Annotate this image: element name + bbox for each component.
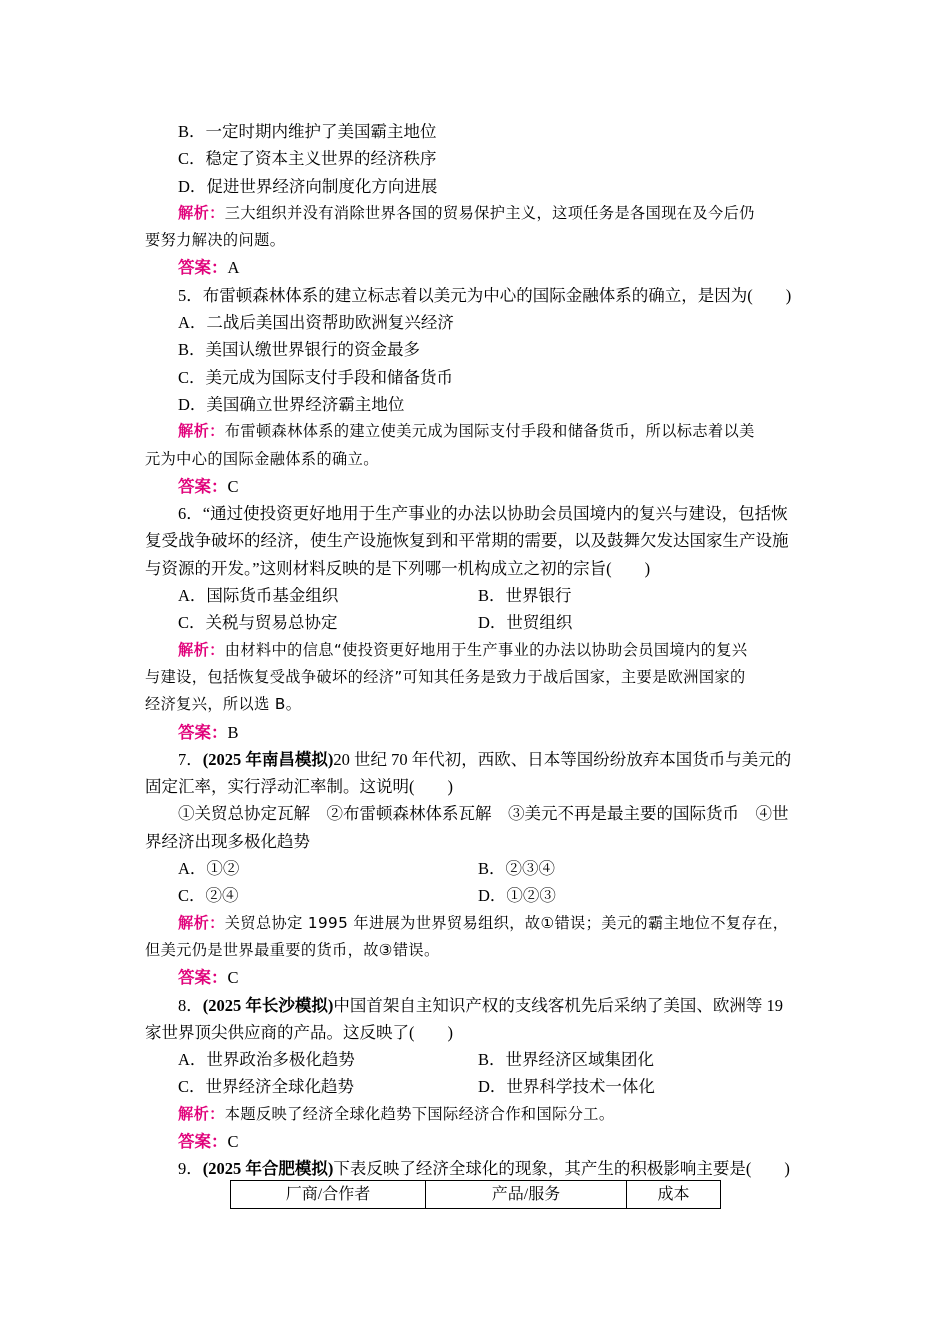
question-number: 8．	[178, 995, 203, 1015]
table-header-cell: 厂商/合作者	[231, 1181, 426, 1209]
q8-stem	[145, 992, 815, 1019]
q6-option-d: D．世贸组织	[478, 613, 573, 633]
explanation-text: 由材料中的信息“使投资更好地用于生产事业的办法以协助会员国境内的复兴	[224, 640, 748, 659]
q6-option-a: A．国际货币基金组织	[178, 586, 339, 606]
q7-option-a: A．①②	[178, 859, 240, 879]
answer-value: C	[227, 1131, 239, 1151]
question-text: 中国首架自主知识产权的支线客机先后采纳了美国、欧洲等 19	[333, 995, 783, 1015]
q7-options-row	[145, 855, 815, 882]
q7-option-d: D．①②③	[478, 886, 556, 906]
q5-answer	[145, 473, 815, 500]
q8-options-row	[145, 1046, 815, 1073]
q4-option-d: D．促进世界经济向制度化方向进展	[178, 176, 438, 196]
answer-value: B	[227, 722, 239, 742]
q8-options-row	[145, 1073, 815, 1100]
explanation-text: 三大组织并没有消除世界各国的贸易保护主义，这项任务是各国现在及今后仍	[224, 203, 755, 222]
q8-option-d: D．世界科学技术一体化	[478, 1077, 655, 1097]
question-number: 7．	[178, 749, 203, 769]
q5-option-c: C．美元成为国际支付手段和储备货币	[178, 367, 454, 387]
q7-answer	[145, 964, 815, 991]
question-text: 20 世纪 70 年代初，西欧、日本等国纷纷放弃本国货币与美元的	[333, 749, 792, 769]
q6-stem-cont: 与资源的开发。”这则材料反映的是下列哪一机构成立之初的宗旨( )	[145, 558, 651, 578]
q6-option-c: C．关税与贸易总协定	[178, 613, 338, 633]
table-header-row	[231, 1181, 721, 1209]
q8-stem-cont: 家世界顶尖供应商的产品。这反映了( )	[145, 1022, 453, 1042]
question-source: (2025 年南昌模拟)	[202, 749, 334, 769]
q6-option-b: B．世界银行	[478, 586, 572, 606]
q5-option-a: A．二战后美国出资帮助欧洲复兴经济	[178, 313, 454, 333]
explanation-label: 解析：	[178, 913, 225, 932]
q5-explanation-cont: 元为中心的国际金融体系的确立。	[145, 449, 379, 468]
explanation-text: 布雷顿森林体系的建立使美元成为国际支付手段和储备货币，所以标志着以美	[224, 422, 755, 441]
q7-option-b: B．②③④	[478, 859, 556, 879]
q5-option-d: D．美国确立世界经济霸主地位	[178, 394, 405, 414]
q5-explanation	[145, 418, 815, 445]
q5-option-b: B．美国认缴世界银行的资金最多	[178, 340, 421, 360]
q8-explanation	[145, 1101, 815, 1128]
answer-label: 答案：	[178, 722, 228, 742]
question-text: 下表反映了经济全球化的现象，其产生的积极影响主要是( )	[333, 1159, 790, 1179]
q6-answer	[145, 719, 815, 746]
q4-option-c: C．稳定了资本主义世界的经济秩序	[178, 149, 437, 169]
q7-stem-cont: 固定汇率，实行浮动汇率制。这说明( )	[145, 777, 453, 797]
document-page	[145, 118, 815, 1183]
answer-value: C	[227, 476, 239, 496]
explanation-label: 解析：	[178, 422, 225, 441]
q8-answer	[145, 1128, 815, 1155]
question-number: 9．	[178, 1159, 203, 1179]
answer-label: 答案：	[178, 968, 228, 988]
q6-stem: 6．“通过使投资更好地用于生产事业的办法以协助会员国境内的复兴与建设，包括恢	[178, 504, 788, 524]
q8-option-b: B．世界经济区域集团化	[478, 1050, 655, 1070]
question-source: (2025 年合肥模拟)	[202, 1159, 334, 1179]
answer-value: C	[227, 968, 239, 988]
q4-option-b: B．一定时期内维护了美国霸主地位	[178, 122, 437, 141]
q7-options-row	[145, 882, 815, 909]
q8-option-a: A．世界政治多极化趋势	[178, 1050, 355, 1070]
q7-option-c: C．②④	[178, 886, 239, 906]
q7-items-cont: 界经济出现多极化趋势	[145, 831, 310, 851]
q6-explanation-cont: 经济复兴，所以选 B。	[145, 695, 302, 714]
q7-stem	[145, 746, 815, 773]
q6-explanation	[145, 637, 815, 664]
answer-value: A	[227, 258, 240, 278]
answer-label: 答案：	[178, 1131, 228, 1151]
explanation-label: 解析：	[178, 203, 225, 222]
q7-explanation	[145, 910, 815, 937]
question-source: (2025 年长沙模拟)	[202, 995, 334, 1015]
q4-explanation	[145, 200, 815, 227]
explanation-text: 关贸总协定 1995 年进展为世界贸易组织，故①错误；美元的霸主地位不复存在，	[224, 913, 789, 932]
answer-label: 答案：	[178, 258, 228, 278]
q5-stem: 5．布雷顿森林体系的建立标志着以美元为中心的国际金融体系的确立，是因为( )	[178, 285, 792, 305]
q7-explanation-cont: 但美元仍是世界最重要的货币，故③错误。	[145, 940, 440, 959]
answer-label: 答案：	[178, 476, 228, 496]
q9-stem	[145, 1155, 815, 1182]
q4-answer	[145, 254, 815, 281]
table-header-cell: 成本	[627, 1181, 721, 1209]
explanation-label: 解析：	[178, 1104, 225, 1123]
explanation-text: 本题反映了经济全球化趋势下国际经济合作和国际分工。	[224, 1104, 615, 1123]
q8-option-c: C．世界经济全球化趋势	[178, 1077, 355, 1097]
q6-explanation-cont: 与建设，包括恢复受战争破坏的经济”可知其任务是致力于战后国家，主要是欧洲国家的	[145, 667, 746, 686]
q6-options-row	[145, 609, 815, 636]
table-header-cell: 产品/服务	[426, 1181, 627, 1209]
explanation-label: 解析：	[178, 640, 225, 659]
q9-table	[230, 1180, 721, 1209]
q6-stem-cont: 复受战争破坏的经济，使生产设施恢复到和平常期的需要，以及鼓舞欠发达国家生产设施	[145, 531, 789, 551]
q4-explanation-cont: 要努力解决的问题。	[145, 231, 286, 250]
q6-options-row	[145, 582, 815, 609]
q7-items: ①关贸总协定瓦解 ②布雷顿森林体系瓦解 ③美元不再是最主要的国际货币 ④世	[178, 804, 789, 824]
